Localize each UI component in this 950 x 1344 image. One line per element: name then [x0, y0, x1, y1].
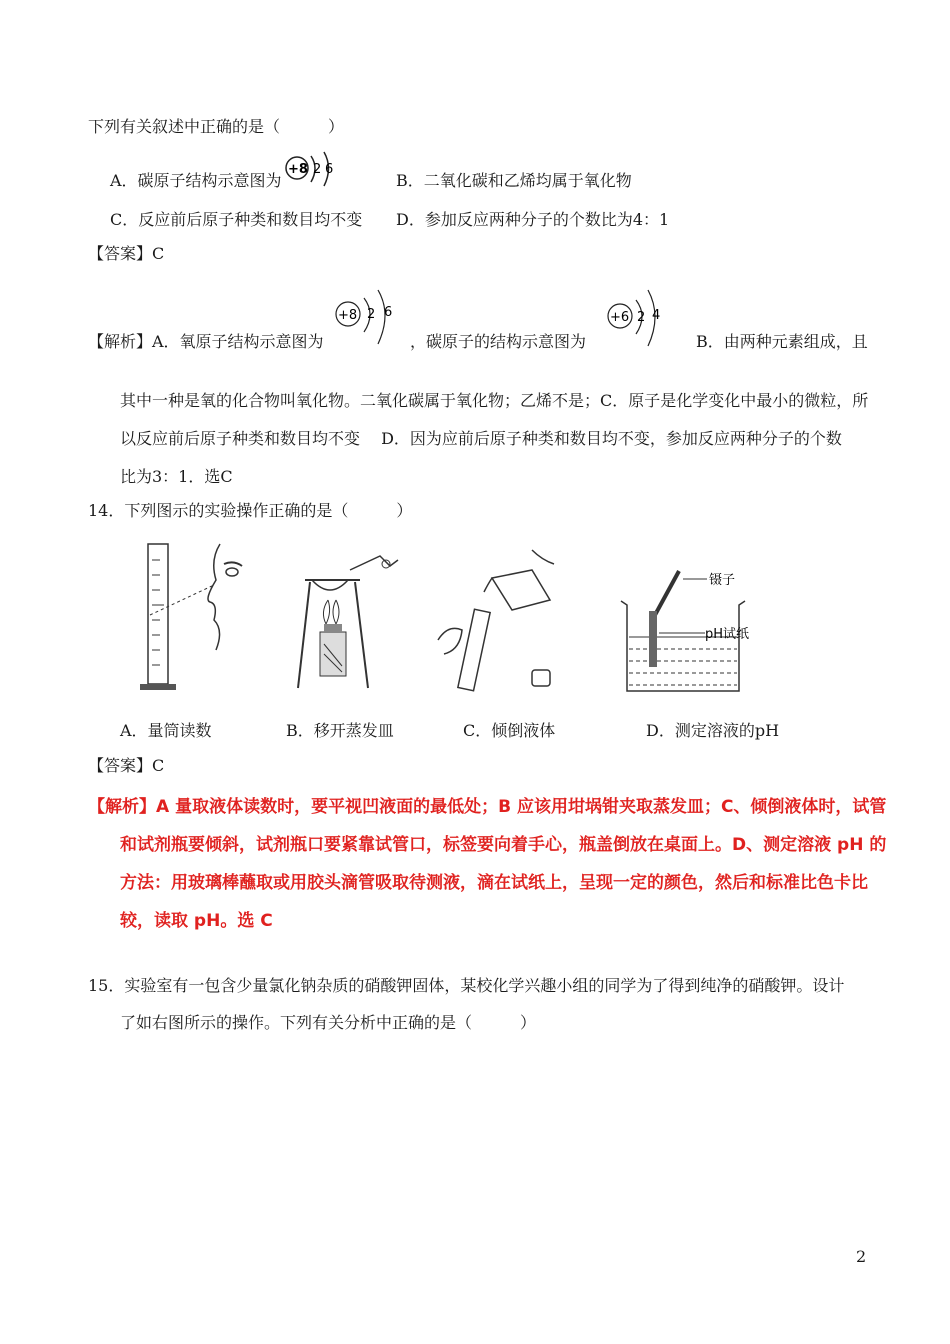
- q13-answer: 【答案】C: [88, 244, 165, 263]
- graduated-cylinder-figure: [130, 540, 250, 695]
- q15-line1: 15．实验室有一包含少量氯化钠杂质的硝酸钾固体，某校化学兴趣小组的同学为了得到纯净的硝酸钾。设计: [88, 976, 845, 995]
- atom-shell-2-label: 4: [652, 308, 661, 323]
- q13-analysis-line4: 比为3：1．选C: [120, 467, 233, 486]
- q14-stem: 14．下列图示的实验操作正确的是（ ）: [88, 501, 413, 520]
- q13-stem: 下列有关叙述中正确的是（ ）: [88, 117, 345, 136]
- tweezers-label: 镊子: [709, 573, 736, 588]
- pouring-liquid-figure: [432, 540, 572, 695]
- q13-analysis-line3: 以反应前后原子种类和数目均不变 D．因为应前后原子种类和数目均不变，参加反应两种分子的个数: [120, 429, 842, 448]
- figure-caption-c: C．倾倒液体: [463, 721, 556, 740]
- atom-shell-1-label: 2: [637, 310, 646, 325]
- q13-analysis-line1-b: ，碳原子的结构示意图为: [410, 332, 587, 351]
- q13-analysis-line1-a: 【解析】A．氧原子结构示意图为: [88, 332, 324, 351]
- atom-shell-2-label: 6: [325, 162, 334, 177]
- ph-paper-label: pH试纸: [705, 627, 750, 642]
- carbon-atom-diagram: [606, 290, 676, 350]
- atom-nucleus-label: +6: [610, 310, 630, 325]
- q13-option-c: C．反应前后原子种类和数目均不变: [110, 210, 363, 229]
- atom-shell-1-label: 2: [367, 307, 376, 322]
- ph-test-figure: [615, 565, 765, 695]
- q14-answer: 【答案】C: [88, 756, 165, 775]
- q13-analysis-line2: 其中一种是氧的化合物叫氧化物。二氧化碳属于氧化物；乙烯不是；C．原子是化学变化中最小的微粒，所: [120, 391, 869, 410]
- q14-analysis-line3: 方法：用玻璃棒蘸取或用胶头滴管吸取待测液，滴在试纸上，呈现一定的颜色，然后和标准比色卡比: [120, 873, 868, 893]
- q14-analysis-line1: 【解析】A 量取液体读数时，要平视凹液面的最低处；B 应该用坩埚钳夹取蒸发皿；C、倾倒液体时，试管: [88, 797, 887, 817]
- atom-nucleus-label: +8: [338, 308, 358, 323]
- q13-option-a: A．碳原子结构示意图为: [110, 171, 282, 190]
- figure-caption-d: D．测定溶液的pH: [646, 721, 780, 740]
- atom-nucleus-label: +8: [288, 162, 308, 177]
- q13-option-b: B．二氧化碳和乙烯均属于氧化物: [396, 171, 632, 190]
- atom-shell-2-label: 6: [384, 305, 393, 320]
- oxygen-atom-diagram: [334, 290, 404, 350]
- atom-shell-1-label: 2: [313, 162, 322, 177]
- q14-analysis-line4: 较，读取 pH。选 C: [120, 911, 273, 931]
- page-number: 2: [856, 1247, 867, 1266]
- figure-caption-a: A．量筒读数: [120, 721, 212, 740]
- atom-diagram-option-a: [283, 152, 343, 192]
- evaporating-dish-figure: [290, 540, 410, 695]
- q15-line2: 了如右图所示的操作。下列有关分析中正确的是（ ）: [120, 1013, 537, 1032]
- q13-option-d: D．参加反应两种分子的个数比为4：1: [396, 210, 670, 229]
- figure-caption-b: B．移开蒸发皿: [286, 721, 394, 740]
- q13-analysis-line1-c: B．由两种元素组成，且: [696, 332, 868, 351]
- q14-analysis-line2: 和试剂瓶要倾斜，试剂瓶口要紧靠试管口，标签要向着手心，瓶盖倒放在桌面上。D、测定溶液 pH 的: [120, 835, 887, 855]
